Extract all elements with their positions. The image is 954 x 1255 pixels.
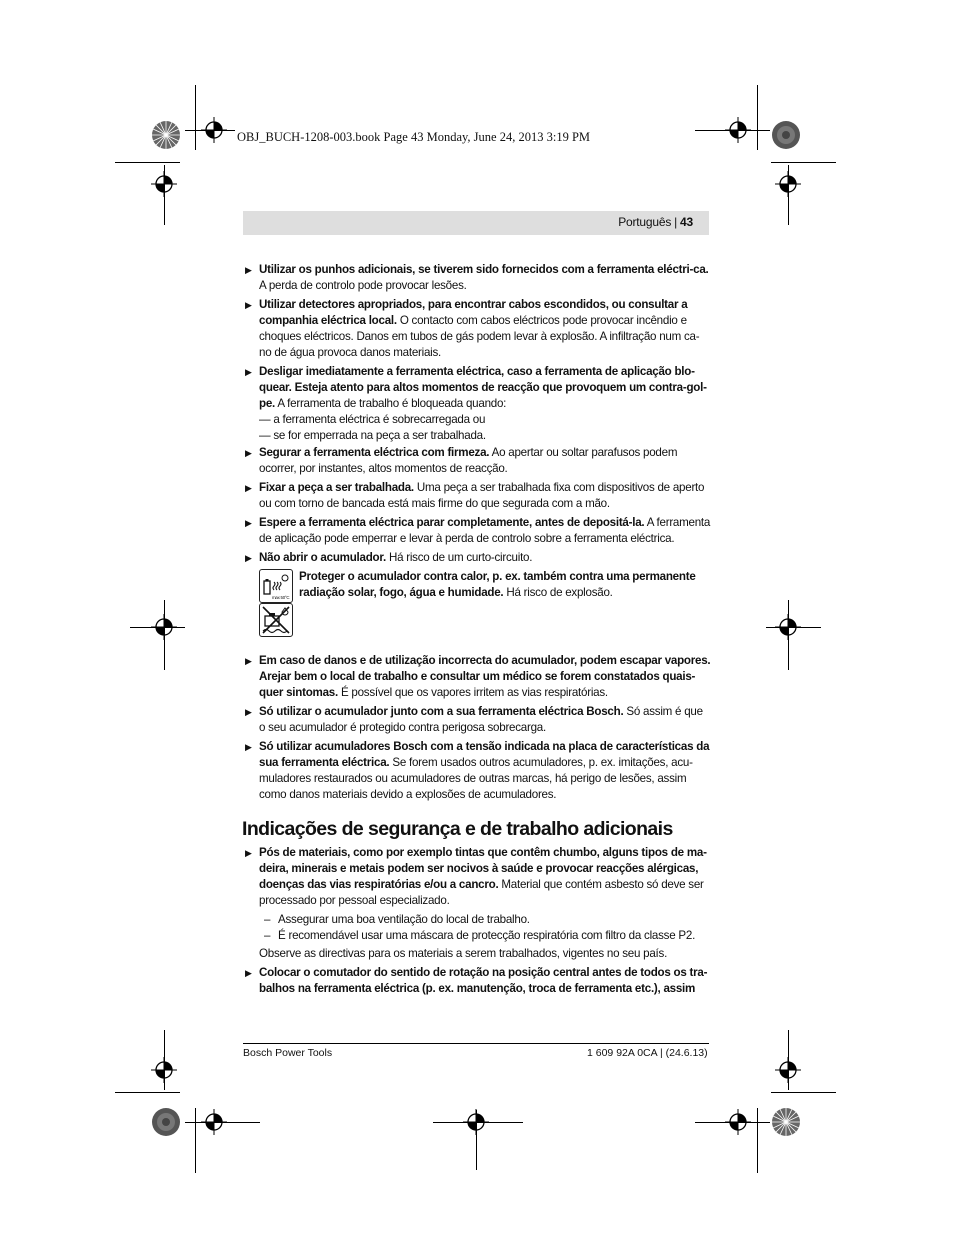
dust-measures-list bbox=[243, 912, 711, 944]
bullet-arrow-icon: ▶ bbox=[245, 707, 252, 717]
warning-text: Há risco de explosão. bbox=[503, 586, 613, 599]
registration-mark-icon bbox=[463, 1109, 489, 1135]
list-item bbox=[243, 739, 711, 803]
color-bar-rosette-icon bbox=[151, 1107, 181, 1137]
item-bold-text: Desligar imediatamente a ferramenta eléctrica, caso a ferramenta de aplicação blo-quear. Esteja atento para altos momentos de reacção que provoquem um contra-gol-pe. bbox=[259, 365, 707, 410]
dash-line: — a ferramenta eléctrica é sobrecarregada ou bbox=[259, 413, 486, 426]
item-text: É possível que os vapores irritem as vias respiratórias. bbox=[337, 686, 608, 699]
page-header bbox=[243, 211, 709, 235]
registration-mark-icon bbox=[775, 1057, 801, 1083]
footer-doc-number: 1 609 92A 0CA | (24.6.13) bbox=[587, 1047, 708, 1059]
header-text bbox=[618, 215, 693, 229]
dash-list-text: Assegurar uma boa ventilação do local de trabalho. bbox=[278, 913, 530, 926]
crop-mark bbox=[115, 162, 180, 163]
item-bold-text: Utilizar os punhos adicionais, se tiverem sido fornecidos com a ferramenta eléctri-ca. bbox=[259, 263, 709, 276]
bullet-arrow-icon: ▶ bbox=[245, 300, 252, 310]
dash-list-item bbox=[243, 928, 711, 944]
color-bar-rosette-icon bbox=[771, 1107, 801, 1137]
crop-mark bbox=[195, 85, 196, 150]
list-item bbox=[243, 480, 711, 512]
crop-mark bbox=[771, 162, 836, 163]
crop-mark bbox=[757, 1108, 758, 1173]
warning-bold-text: Proteger o acumulador contra calor, p. ex. também contra uma permanente radiação solar, fogo, água e humidade. bbox=[299, 570, 696, 599]
battery-heat-warning-icon bbox=[259, 569, 293, 603]
no-water-battery-icon bbox=[259, 603, 293, 637]
item-bold-text: Não abrir o acumulador. bbox=[259, 551, 386, 564]
list-item bbox=[243, 515, 711, 547]
crop-mark bbox=[115, 1092, 180, 1093]
dash-list-text: É recomendável usar uma máscara de protecção respiratória com filtro da classe P2. bbox=[278, 929, 696, 942]
registration-mark-icon bbox=[775, 171, 801, 197]
item-text: A ferramenta de trabalho é bloqueada quando: bbox=[275, 397, 507, 410]
list-item bbox=[243, 845, 711, 909]
item-bold-text: Espere a ferramenta eléctrica parar completamente, antes de depositá-la. bbox=[259, 516, 645, 529]
list-item bbox=[243, 445, 711, 477]
header-language: Português bbox=[618, 215, 672, 229]
registration-mark-icon bbox=[725, 1109, 751, 1135]
heat-warning bbox=[243, 569, 711, 607]
item-bold-text: Só utilizar o acumulador junto com a sua ferramenta eléctrica Bosch. bbox=[259, 705, 624, 718]
item-bold-text: Utilizar detectores apropriados, para encontrar cabos escondidos, ou consultar a companhia eléctrica local. bbox=[259, 298, 688, 327]
item-text: Se forem usados outros acumuladores, p. ex. imitações, acu-muladores restaurados ou acumuladores de outras marcas, há perigo de lesões, assim como danos materiais devido a explosões de acumuladores. bbox=[259, 756, 693, 801]
dash-marker: – bbox=[264, 929, 271, 942]
list-item bbox=[243, 653, 711, 701]
item-text: Uma peça a ser trabalhada fixa com dispositivos de aperto ou com torno de bancada está mais firme do que segurada com a mão. bbox=[259, 481, 705, 510]
crop-mark bbox=[757, 85, 758, 150]
dust-note: Observe as directivas para os materiais a serem trabalhados, vigentes no seu país. bbox=[259, 947, 668, 960]
item-text: A perda de controlo pode provocar lesões. bbox=[259, 279, 467, 292]
item-bold-text: Segurar a ferramenta eléctrica com firmeza. bbox=[259, 446, 490, 459]
item-text: Só assim é que o seu acumulador é protegido contra perigosa sobrecarga. bbox=[259, 705, 703, 734]
item-text: Material que contém asbesto só deve ser processado por pessoal especializado. bbox=[259, 878, 704, 907]
item-bold-text: Em caso de danos e de utilização incorrecta do acumulador, podem escapar vapores. Arejar bem o local de trabalho e consultar um médico se forem constatados quais-quer sintomas. bbox=[259, 654, 711, 699]
bullet-arrow-icon: ▶ bbox=[245, 848, 252, 858]
item-text: Há risco de um curto-circuito. bbox=[385, 551, 533, 564]
registration-mark-icon bbox=[725, 117, 751, 143]
color-bar-rosette-icon bbox=[771, 120, 801, 150]
registration-mark-icon bbox=[151, 1057, 177, 1083]
list-item bbox=[243, 297, 711, 361]
page-content bbox=[243, 262, 711, 1000]
registration-mark-icon bbox=[151, 614, 177, 640]
footer-rule bbox=[243, 1043, 709, 1044]
print-file-info: OBJ_BUCH-1208-003.book Page 43 Monday, June 24, 2013 3:19 PM bbox=[237, 130, 591, 144]
item-bold-text: Pós de materiais, como por exemplo tintas que contêm chumbo, alguns tipos de ma-deira, minerais e metais podem ser nocivos à saúde e provocar reacções alérgicas, doenças das vias respiratórias e/ou a cancro. bbox=[259, 846, 707, 891]
dash-marker: – bbox=[264, 913, 271, 926]
bullet-arrow-icon: ▶ bbox=[245, 367, 252, 377]
bullet-arrow-icon: ▶ bbox=[245, 553, 252, 563]
registration-mark-icon bbox=[775, 614, 801, 640]
item-text: A ferramenta de aplicação pode emperrar e levar à perda de controlo sobre a ferramenta eléctrica. bbox=[259, 516, 711, 545]
bullet-arrow-icon: ▶ bbox=[245, 265, 252, 275]
footer-brand: Bosch Power Tools bbox=[243, 1047, 333, 1059]
list-item bbox=[243, 965, 711, 997]
page-number: 43 bbox=[680, 215, 693, 229]
bullet-arrow-icon: ▶ bbox=[245, 483, 252, 493]
item-bold-text: Fixar a peça a ser trabalhada. bbox=[259, 481, 414, 494]
item-bold-text: Só utilizar acumuladores Bosch com a tensão indicada na placa de características da sua ferramenta eléctrica. bbox=[259, 740, 710, 769]
registration-mark-icon bbox=[201, 1109, 227, 1135]
list-item bbox=[243, 550, 711, 566]
bullet-arrow-icon: ▶ bbox=[245, 742, 252, 752]
list-item bbox=[243, 704, 711, 736]
bullet-arrow-icon: ▶ bbox=[245, 656, 252, 666]
list-item bbox=[243, 262, 711, 294]
item-text: Ao apertar ou soltar parafusos podem ocorrer, por instantes, altos momentos de reacção. bbox=[259, 446, 678, 475]
icon-caption: max 50°C bbox=[272, 595, 290, 600]
water-warning bbox=[243, 607, 711, 643]
bullet-arrow-icon: ▶ bbox=[245, 448, 252, 458]
bullet-arrow-icon: ▶ bbox=[245, 968, 252, 978]
item-text: O contacto com cabos eléctricos pode provocar incêndio e choques eléctricos. Danos em tubos de gás podem levar à explosão. A infiltração num ca-no de água provoca danos materiais. bbox=[259, 314, 700, 359]
dash-list-item bbox=[243, 912, 711, 928]
registration-mark-icon bbox=[151, 171, 177, 197]
bullet-arrow-icon: ▶ bbox=[245, 518, 252, 528]
crop-mark bbox=[195, 1108, 196, 1173]
crop-mark bbox=[771, 1092, 836, 1093]
section-heading: Indicações de segurança e de trabalho adicionais bbox=[242, 818, 673, 840]
list-item bbox=[243, 364, 711, 444]
dash-line: — se for emperrada na peça a ser trabalhada. bbox=[259, 429, 486, 442]
header-separator: | bbox=[674, 215, 678, 229]
item-bold-text: Colocar o comutador do sentido de rotação na posição central antes de todos os tra-balhos na ferramenta eléctrica (p. ex. manutenção, troca de ferramenta etc.), assim bbox=[259, 966, 708, 995]
color-bar-rosette-icon bbox=[151, 120, 181, 150]
registration-mark-icon bbox=[201, 117, 227, 143]
